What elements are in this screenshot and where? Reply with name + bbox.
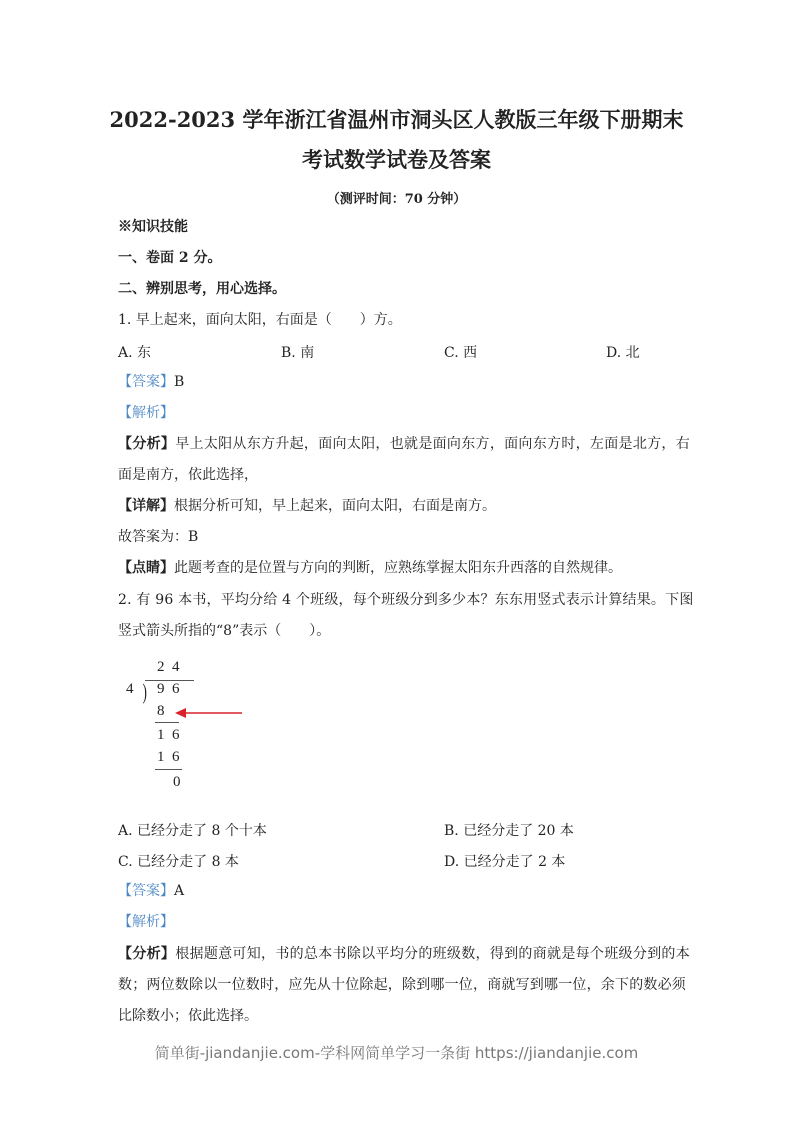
part-heading-1: 一、卷面 2 分。 <box>118 250 222 266</box>
analysis-label: 解析 <box>132 914 160 930</box>
doc-title-line1: 2022-2023 学年浙江省温州市洞头区人教版三年级下册期末 <box>109 107 684 132</box>
step-digit: 6 <box>172 727 180 743</box>
dianjing-text: 此题考查的是位置与方向的判断，应熟练掌握太阳东升西落的自然规律。 <box>174 560 622 576</box>
division-bracket: ) <box>142 679 147 704</box>
fenxi-label: 分析 <box>132 436 161 452</box>
step-digit-8: 8 <box>157 703 165 719</box>
q1-stem: 1. 早上起来，面向太阳，右面是（ ）方。 <box>118 312 402 328</box>
answer-label: 答案 <box>132 883 160 899</box>
step-digit: 6 <box>172 749 180 765</box>
step-digit: 1 <box>157 749 165 765</box>
dividend-digit: 6 <box>172 681 180 697</box>
remainder: 0 <box>173 774 181 790</box>
q2-option-b: B. 已经分走了 20 本 <box>444 823 574 839</box>
divisor: 4 <box>126 681 134 697</box>
xiangjie-text: 根据分析可知，早上起来，面向太阳，右面是南方。 <box>174 498 496 514</box>
q1-option-c: C. 西 <box>444 345 478 361</box>
fenxi-text: 根据题意可知，书的总本书除以平均分的班级数，得到的商就是每个班级分到的本 <box>175 946 691 962</box>
answer-value: B <box>174 374 185 390</box>
q2-answer: 【答案】A <box>118 883 185 899</box>
q2-fenxi-3: 比除数小；依此选择。 <box>118 1008 258 1024</box>
section-heading: ※知识技能 <box>118 219 188 235</box>
q2-option-c: C. 已经分走了 8 本 <box>118 854 239 870</box>
q1-answer: 【答案】B <box>118 374 185 390</box>
q1-fenxi-1: 【分析】早上太阳从东方升起，面向太阳，也就是面向东方，面向东方时，左面是北方，右 <box>118 436 691 452</box>
part-heading-2: 二、辨别思考，用心选择。 <box>118 281 286 297</box>
footer-watermark: 简单街-jiandanjie.com-学科网简单学习一条街 https://jiandanjie.com <box>154 1044 639 1062</box>
quotient-digit: 2 <box>157 659 165 675</box>
analysis-label: 解析 <box>132 405 160 421</box>
q2-option-a: A. 已经分走了 8 个十本 <box>118 823 267 839</box>
q1-xiangjie: 【详解】根据分析可知，早上起来，面向太阳，右面是南方。 <box>118 498 496 514</box>
q1-option-d: D. 北 <box>606 345 640 361</box>
red-arrow-icon <box>172 706 244 720</box>
answer-value: A <box>174 883 185 899</box>
q1-fenxi-2: 面是南方，依此选择， <box>118 467 258 483</box>
q1-dianjing: 【点睛】此题考查的是位置与方向的判断，应熟练掌握太阳东升西落的自然规律。 <box>118 560 622 576</box>
doc-title-line2: 考试数学试卷及答案 <box>302 147 491 172</box>
q2-stem-2: 竖式箭头所指的“8”表示（ ）。 <box>118 623 331 639</box>
dianjing-label: 点睛 <box>132 560 160 576</box>
fenxi-label: 分析 <box>132 946 161 962</box>
exam-time: （测评时间：70 分钟） <box>326 192 467 207</box>
division-bar <box>145 680 194 681</box>
q1-analysis-label: 【解析】 <box>118 405 174 421</box>
answer-label: 答案 <box>132 374 160 390</box>
q2-fenxi-1: 【分析】根据题意可知，书的总本书除以平均分的班级数，得到的商就是每个班级分到的本 <box>118 946 691 962</box>
step-line <box>155 769 182 770</box>
q1-option-b: B. 南 <box>281 345 315 361</box>
q2-fenxi-2: 数；两位数除以一位数时，应先从十位除起，除到哪一位，商就写到哪一位，余下的数必须 <box>118 977 686 993</box>
step-digit: 1 <box>157 727 165 743</box>
fenxi-text: 早上太阳从东方升起，面向太阳，也就是面向东方，面向东方时，左面是北方，右 <box>175 436 691 452</box>
q1-option-a: A. 东 <box>118 345 152 361</box>
q2-stem-1: 2. 有 96 本书，平均分给 4 个班级，每个班级分到多少本？东东用竖式表示计算结果。下图 <box>118 592 694 608</box>
dividend-digit: 9 <box>157 681 165 697</box>
step-line <box>155 722 179 723</box>
quotient-digit: 4 <box>172 659 180 675</box>
q2-option-d: D. 已经分走了 2 本 <box>444 854 566 870</box>
q1-final-answer: 故答案为：B <box>118 529 199 545</box>
xiangjie-label: 详解 <box>132 498 160 514</box>
q2-analysis-label: 【解析】 <box>118 914 174 930</box>
